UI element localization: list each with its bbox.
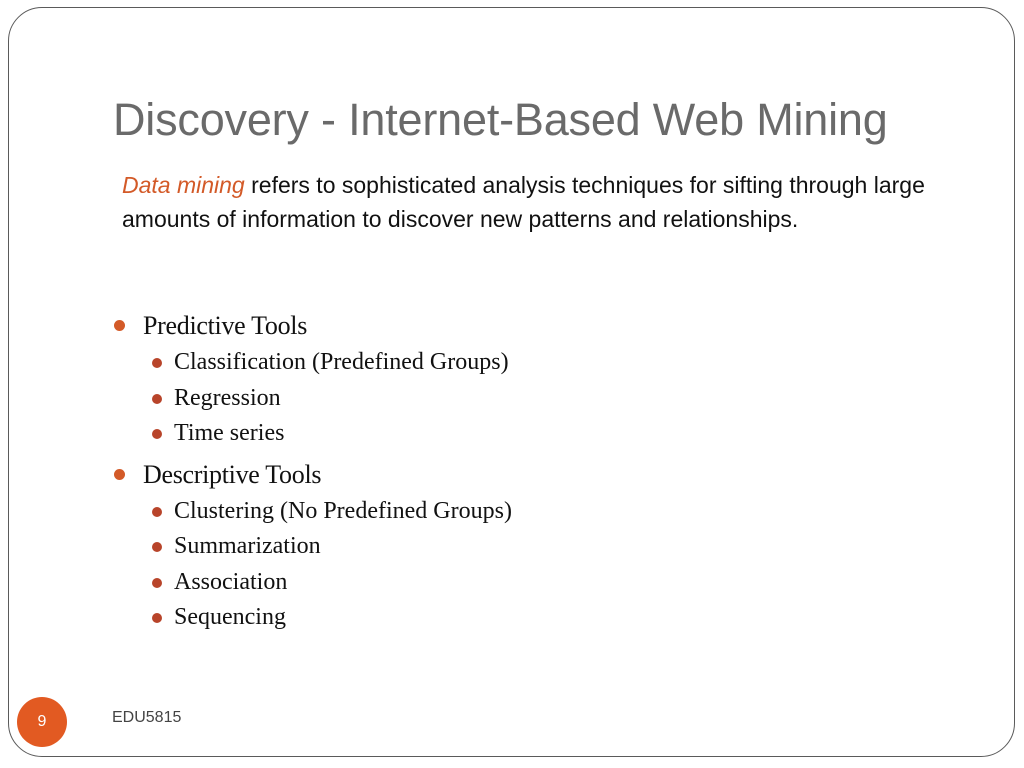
- bullet-dot-icon: [152, 507, 162, 517]
- sub-bullet-item: [142, 494, 512, 530]
- sub-bullet-label: Regression: [174, 384, 281, 411]
- bullet-descriptive-tools: [112, 456, 512, 636]
- bullet-predictive-tools: [112, 307, 512, 452]
- sub-bullet-label: Time series: [174, 420, 285, 446]
- definition-text: refers to sophisticated analysis techniques for sifting through large amounts of information to discover new patterns and relationships.: [122, 172, 925, 232]
- bullet-list: [112, 307, 512, 636]
- definition-term: Data mining: [122, 172, 245, 198]
- sub-bullet-item: [142, 600, 512, 636]
- sub-bullet-list: [143, 494, 512, 636]
- bullet-dot-icon: [114, 320, 125, 331]
- bullet-dot-icon: [152, 358, 162, 368]
- footer-text: EDU5815: [112, 709, 182, 726]
- sub-bullet-item: [142, 381, 512, 417]
- sub-bullet-item: [142, 565, 512, 601]
- sub-bullet-item: [142, 416, 512, 452]
- sub-bullet-label: Association: [174, 568, 288, 595]
- sub-bullet-item: [142, 345, 512, 381]
- sub-bullet-label: Sequencing: [174, 604, 286, 630]
- sub-bullet-label: Classification (Predefined Groups): [174, 349, 509, 375]
- bullet-dot-icon: [114, 469, 125, 480]
- definition-paragraph: [122, 168, 952, 236]
- bullet-dot-icon: [152, 578, 162, 588]
- bullet-label: Predictive Tools: [143, 311, 308, 340]
- sub-bullet-list: [143, 345, 512, 452]
- bullet-label: Descriptive Tools: [143, 459, 322, 489]
- bullet-dot-icon: [152, 542, 162, 552]
- bullet-dot-icon: [152, 429, 162, 439]
- slide-title: Discovery - Internet-Based Web Mining: [113, 94, 888, 145]
- bullet-dot-icon: [152, 613, 162, 623]
- sub-bullet-label: Clustering (No Predefined Groups): [174, 497, 512, 524]
- page-number-badge: 9: [17, 697, 67, 747]
- bullet-dot-icon: [152, 394, 162, 404]
- sub-bullet-label: Summarization: [174, 533, 321, 559]
- sub-bullet-item: [142, 529, 512, 565]
